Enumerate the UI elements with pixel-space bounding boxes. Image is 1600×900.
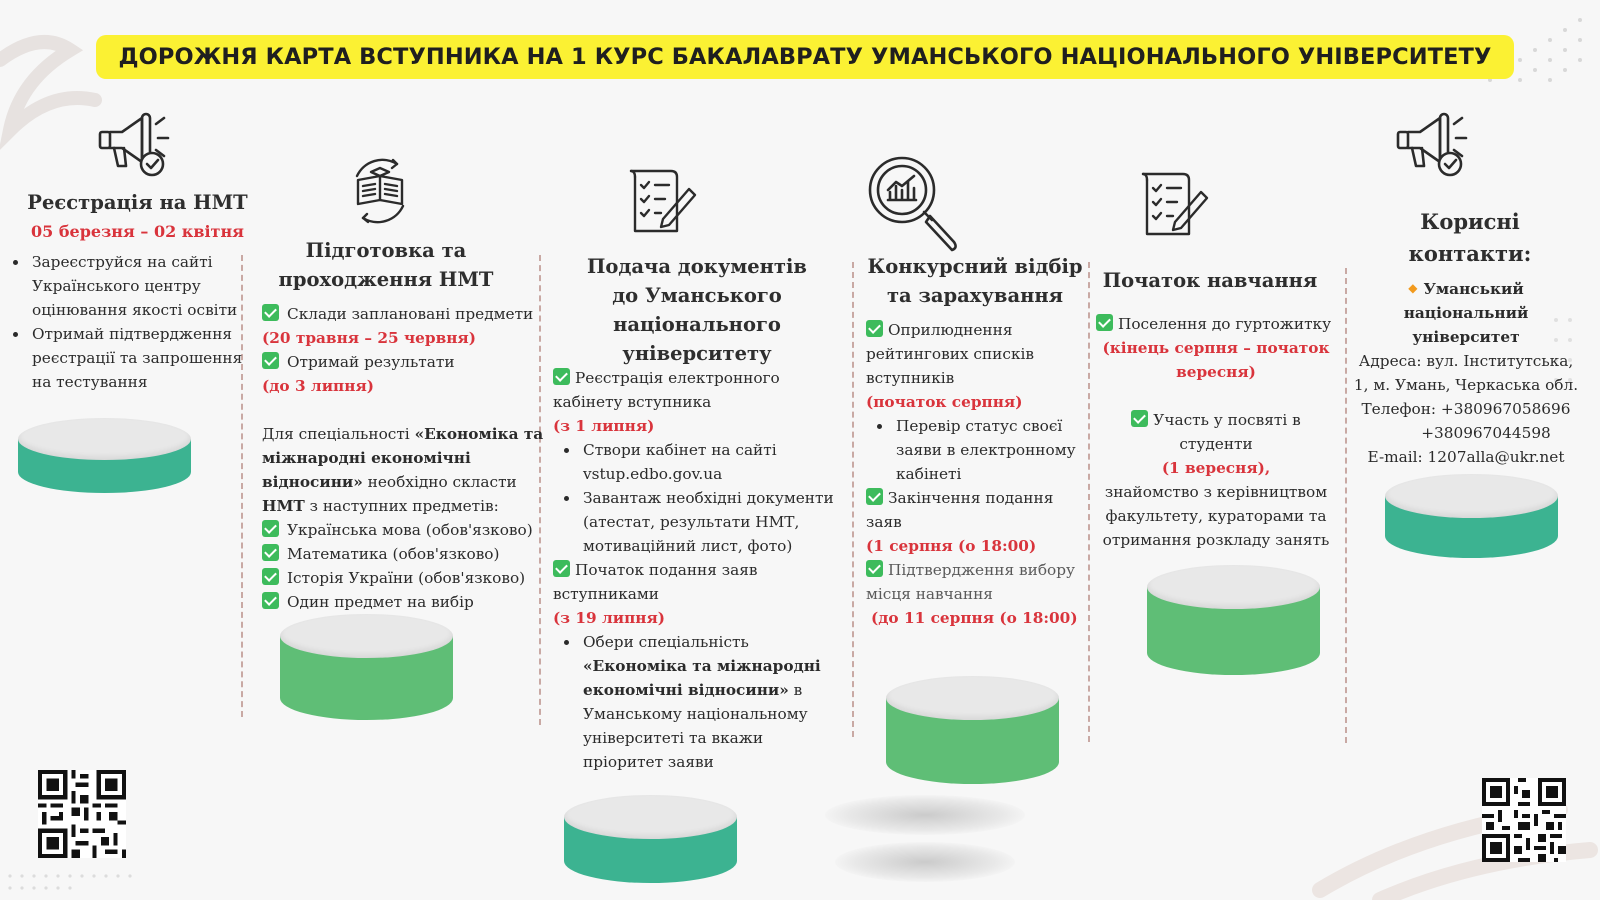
magnifier-chart-icon — [866, 156, 966, 252]
step2-item-date: (20 травня – 25 червня) — [262, 329, 476, 347]
step2-heading-line: проходження НМТ — [278, 268, 494, 291]
step1-bullet: Зареєструйся на сайті Українського центру оцінювання якості освіти — [2, 250, 247, 322]
step2-item: Отримай результати — [262, 350, 544, 374]
step1-list — [2, 250, 247, 394]
step4-heading-line: Конкурсний відбір — [867, 255, 1083, 278]
step3-heading-line: національного — [613, 313, 781, 336]
pedestal-green — [280, 614, 453, 720]
step3-heading-line: Подача документів — [587, 255, 807, 278]
page-title: ДОРОЖНЯ КАРТА ВСТУПНИКА НА 1 КУРС БАКАЛАВРАТУ УМАНСЬКОГО НАЦІОНАЛЬНОГО УНІВЕРСИТЕТУ — [118, 44, 1492, 70]
book-cycle-icon — [345, 156, 415, 226]
contacts-org: ◆ Уманський національний університет — [1403, 280, 1529, 346]
step4-item: Підтвердження вибору місця навчання — [866, 561, 1076, 603]
subject-item: Математика (обов'язково) — [262, 542, 544, 566]
check-icon — [866, 488, 883, 505]
step2-heading-line: Підготовка та — [305, 239, 467, 262]
pedestal-shadow — [835, 842, 1015, 882]
step3-item-date: (з 19 липня) — [553, 609, 666, 627]
contacts-phone: +380967044598 — [1421, 424, 1551, 442]
contacts-phone: Телефон: +380967058696 — [1361, 400, 1571, 418]
step2-item: Склади заплановані предмети — [262, 302, 544, 326]
step3-item-date: (з 1 липня) — [553, 417, 655, 435]
decorative-dots-bottom-left — [0, 868, 150, 898]
step5-item-date: (1 вересня), — [1161, 459, 1271, 477]
step5-content — [1096, 312, 1336, 552]
pedestal-shadow — [825, 795, 1025, 835]
column-divider — [852, 262, 854, 737]
step3-bullet: Створи кабінет на сайті vstup.edbo.gov.ua — [553, 438, 845, 486]
step4-item: Закінчення подання заяв — [866, 489, 1054, 531]
check-icon — [1096, 314, 1113, 331]
pedestal-green — [1147, 565, 1320, 675]
step1-heading: Реєстрація на НМТ — [27, 191, 248, 214]
step4-heading — [855, 252, 1095, 310]
step1-date: 05 березня – 02 квітня — [31, 222, 244, 241]
subject-item: Історія України (обов'язково) — [262, 566, 544, 590]
step3-heading-line: університету — [622, 342, 772, 365]
check-icon — [866, 320, 883, 337]
step3-content — [553, 366, 845, 774]
title-banner — [96, 35, 1514, 79]
subject-item: Один предмет на вибір — [262, 590, 544, 614]
step3-item: Реєстрація електронного кабінету вступника — [553, 369, 780, 411]
step5-description: знайомство з керівництвом факультету, кураторами та отримання розкладу занять — [1102, 483, 1330, 549]
check-icon — [262, 352, 279, 369]
contacts-email: E-mail: 1207alla@ukr.net — [1367, 448, 1565, 466]
step4-item-date: (1 серпня (о 18:00) — [866, 537, 1037, 555]
step3-bullet: Обери спеціальність «Економіка та міжнародні економічні відносини» в Уманському національному університеті та вкажи пріоритет заяви — [553, 630, 845, 774]
step3-bullet: Завантаж необхідні документи (атестат, результати НМТ, мотиваційний лист, фото) — [553, 486, 845, 558]
step4-content — [866, 318, 1084, 630]
check-icon — [262, 568, 279, 585]
step3-heading-line: до Уманського — [612, 284, 782, 307]
checklist-pen-icon — [1139, 170, 1211, 240]
megaphone-check-icon — [98, 110, 176, 180]
contacts-address: Адреса: вул. Інститутська, 1, м. Умань, Черкаська обл. — [1353, 352, 1579, 394]
checklist-pen-icon — [627, 167, 699, 237]
check-icon — [866, 560, 883, 577]
qr-code-right[interactable] — [1482, 778, 1566, 862]
step5-heading: Початок навчання — [1102, 269, 1318, 292]
step5-item-date: (кінець серпня – початок вересня) — [1102, 339, 1330, 381]
qr-code-left[interactable] — [38, 770, 126, 858]
step1-bullet: Отримай підтвердження реєстрації та запрошення на тестування — [2, 322, 247, 394]
check-icon — [1131, 410, 1148, 427]
step5-item: Участь у посвяті в студенти — [1096, 408, 1336, 456]
step2-item-date: (до 3 липня) — [262, 377, 374, 395]
check-icon — [262, 304, 279, 321]
subject-item: Українська мова (обов'язково) — [262, 518, 544, 542]
step2-content — [262, 302, 544, 614]
check-icon — [262, 592, 279, 609]
step2-paragraph: Для спеціальності «Економіка та міжнародні економічні відносини» необхідно скласти НМТ з наступних предметів: — [262, 425, 544, 515]
step4-bullet: Перевір статус своєї заяви в електронному кабінеті — [866, 414, 1084, 486]
step3-item: Початок подання заяв вступниками — [553, 561, 758, 603]
megaphone-check-icon — [1396, 110, 1474, 180]
step2-heading — [262, 236, 510, 294]
step4-heading-line: та зарахування — [886, 284, 1064, 307]
step5-item: Поселення до гуртожитку — [1096, 312, 1336, 336]
check-icon — [262, 520, 279, 537]
step4-item-date: (до 11 серпня (о 18:00) — [871, 609, 1078, 627]
step3-heading — [572, 252, 822, 368]
step4-item-date: (початок серпня) — [866, 393, 1023, 411]
decorative-brush-stroke-left — [0, 20, 110, 150]
column-divider — [1088, 262, 1090, 742]
pedestal-teal — [1385, 474, 1558, 558]
contacts-content — [1352, 276, 1580, 469]
check-icon — [553, 368, 570, 385]
pedestal-green — [886, 676, 1059, 784]
pedestal-teal — [18, 418, 191, 493]
check-icon — [553, 560, 570, 577]
check-icon — [262, 544, 279, 561]
contacts-heading-line: контакти: — [1408, 241, 1532, 266]
step4-item: Оприлюднення рейтингових списків вступників — [866, 321, 1035, 387]
diamond-icon: ◆ — [1408, 281, 1418, 295]
pedestal-teal — [564, 795, 737, 883]
contacts-heading — [1370, 206, 1570, 270]
contacts-heading-line: Корисні — [1420, 209, 1520, 234]
column-divider — [1345, 268, 1347, 743]
